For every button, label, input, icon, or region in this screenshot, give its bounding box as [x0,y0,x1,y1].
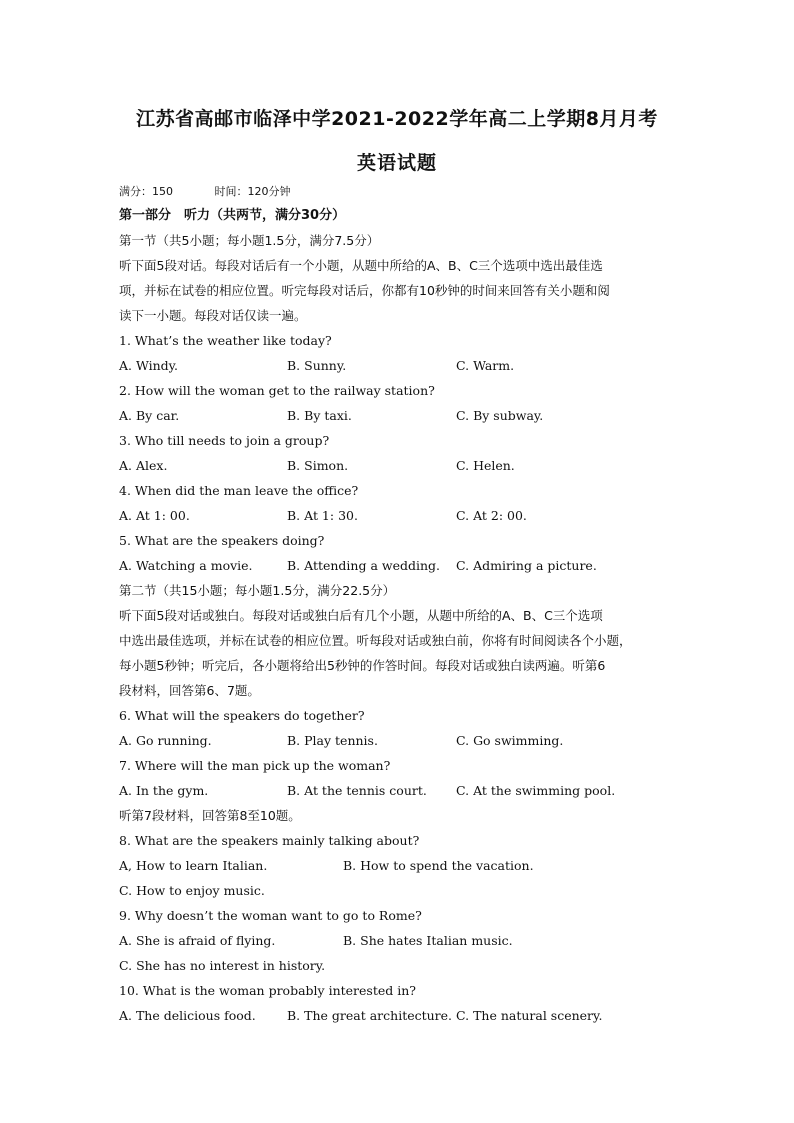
question-text: 1. What’s the weather like today? [119,333,332,348]
time-label: 时间：120分钟 [214,185,291,198]
option-b: B. At 1: 30. [287,508,358,523]
option-a: A. Watching a movie. [119,558,253,573]
section1-instruction-line: 项，并标在试卷的相应位置。听完每段对话后，你都有10秒钟的时间来回答有关小题和阅 [119,283,610,298]
option-c: C. At the swimming pool. [456,783,616,798]
section1-heading: 第一节（共5小题；每小题1.5分，满分7.5分） [119,233,380,248]
question-text: 4. When did the man leave the office? [119,483,359,498]
option-c: C. Admiring a picture. [456,558,597,573]
question-text: 8. What are the speakers mainly talking about? [119,833,420,848]
score-label: 满分：150 [119,185,173,198]
section1-instruction-line: 听下面5段对话。每段对话后有一个小题，从题中所给的A、B、C三个选项中选出最佳选 [119,258,603,273]
exam-title: 江苏省高邮市临泽中学2021-2022学年高二上学期8月月考 [136,108,658,130]
option-a: A. In the gym. [119,783,209,798]
question-text: 6. What will the speakers do together? [119,708,365,723]
option-c: C. Helen. [456,458,515,473]
option-a: A. Windy. [119,358,179,373]
option-b: B. At the tennis court. [287,783,427,798]
question-text: 9. Why doesn’t the woman want to go to Rome? [119,908,422,923]
option-a: A. Alex. [119,458,168,473]
option-a: A. The delicious food. [119,1008,256,1023]
option-c: C. Warm. [456,358,515,373]
part1-heading: 第一部分 听力（共两节，满分30分） [119,208,346,223]
section2-instruction-line: 每小题5秒钟；听完后，各小题将给出5秒钟的作答时间。每段对话或独白读两遍。听第6 [119,658,606,673]
option-b: B. How to spend the vacation. [343,858,534,873]
exam-meta [119,183,291,201]
section1-instruction-line: 读下一小题。每段对话仅读一遍。 [119,308,307,323]
question-text: 5. What are the speakers doing? [119,533,325,548]
option-c: C. The natural scenery. [456,1008,603,1023]
option-a: A. By car. [119,408,180,423]
option-c: C. By subway. [456,408,544,423]
section2-instruction-line: 段材料，回答第6、7题。 [119,683,260,698]
option-c: C. She has no interest in history. [119,958,326,973]
option-c: C. Go swimming. [456,733,564,748]
option-b: B. Play tennis. [287,733,378,748]
material-note: 听第7段材料，回答第8至10题。 [119,808,301,823]
question-text: 3. Who till needs to join a group? [119,433,330,448]
option-c: C. How to enjoy music. [119,883,265,898]
question-text: 10. What is the woman probably interested in? [119,983,416,998]
option-b: B. Attending a wedding. [287,558,441,573]
section2-instruction-line: 中选出最佳选项，并标在试卷的相应位置。听每段对话或独白前，你将有时间阅读各个小题， [119,633,632,648]
option-b: B. Sunny. [287,358,347,373]
option-a: A. At 1: 00. [119,508,190,523]
option-b: B. The great architecture. [287,1008,453,1023]
option-c: C. At 2: 00. [456,508,527,523]
option-b: B. By taxi. [287,408,352,423]
exam-subtitle: 英语试题 [356,152,437,174]
option-a: A, How to learn Italian. [119,858,268,873]
section2-heading: 第二节（共15小题；每小题1.5分，满分22.5分） [119,583,396,598]
option-a: A. Go running. [119,733,212,748]
option-b: B. She hates Italian music. [343,933,513,948]
question-text: 2. How will the woman get to the railway station? [119,383,435,398]
section2-instruction-line: 听下面5段对话或独白。每段对话或独白后有几个小题，从题中所给的A、B、C三个选项 [119,608,603,623]
option-a: A. She is afraid of flying. [119,933,276,948]
option-b: B. Simon. [287,458,349,473]
question-text: 7. Where will the man pick up the woman? [119,758,391,773]
